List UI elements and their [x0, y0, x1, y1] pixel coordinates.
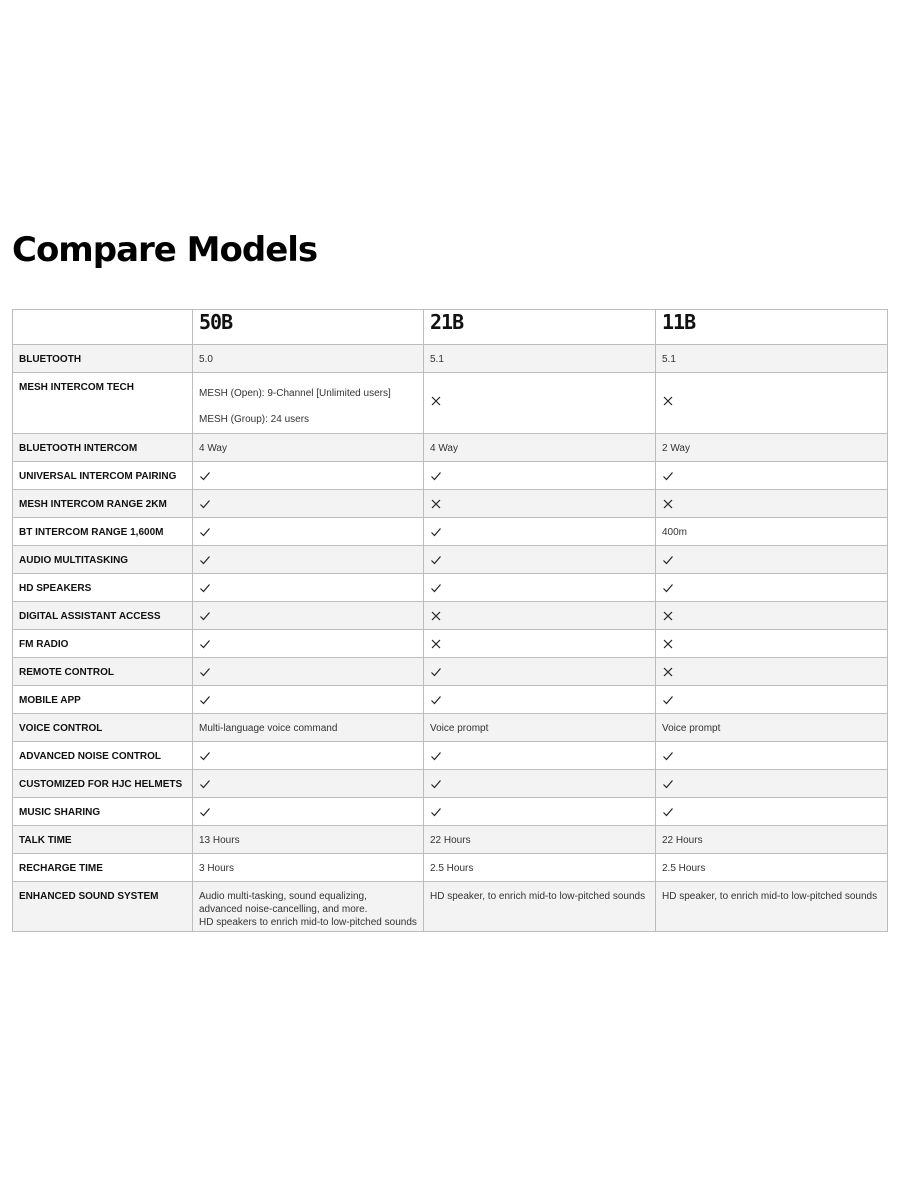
value-cell: 5.1 [656, 345, 888, 373]
table-row [13, 742, 888, 770]
header-corner [13, 310, 193, 345]
feature-label: REMOTE CONTROL [13, 658, 193, 686]
check-icon [430, 694, 442, 706]
cross-icon [662, 395, 674, 407]
header-row [13, 310, 888, 345]
cross-icon [656, 630, 888, 658]
check-icon [193, 546, 424, 574]
check-icon [193, 658, 424, 686]
check-icon [199, 526, 211, 538]
table-row [13, 826, 888, 854]
check-icon [193, 602, 424, 630]
value-cell: 5.1 [424, 345, 656, 373]
feature-label: HD SPEAKERS [13, 574, 193, 602]
cross-icon [424, 602, 656, 630]
cross-icon [430, 638, 442, 650]
table-row [13, 602, 888, 630]
value-cell: 22 Hours [656, 826, 888, 854]
feature-label: MOBILE APP [13, 686, 193, 714]
feature-label: FM RADIO [13, 630, 193, 658]
check-icon [424, 658, 656, 686]
value-cell: Audio multi-tasking, sound equalizing, advanced noise-cancelling, and more. HD speakers to enrich mid-to low-pitched sounds [193, 882, 424, 932]
check-icon [662, 778, 674, 790]
check-icon [656, 574, 888, 602]
check-icon [424, 798, 656, 826]
check-icon [662, 806, 674, 818]
check-icon [662, 554, 674, 566]
table-row [13, 854, 888, 882]
table-row [13, 798, 888, 826]
feature-label: ENHANCED SOUND SYSTEM [13, 882, 193, 932]
check-icon [430, 750, 442, 762]
model-header: 21B [424, 310, 656, 345]
check-icon [193, 490, 424, 518]
cross-icon [424, 630, 656, 658]
cross-icon [424, 373, 656, 434]
feature-label: MESH INTERCOM TECH [13, 373, 193, 434]
cross-icon [662, 498, 674, 510]
check-icon [424, 686, 656, 714]
cross-icon [430, 610, 442, 622]
feature-label: VOICE CONTROL [13, 714, 193, 742]
cross-icon [430, 395, 442, 407]
table-row [13, 770, 888, 798]
check-icon [424, 546, 656, 574]
table-row [13, 490, 888, 518]
check-icon [430, 666, 442, 678]
model-header: 50B [193, 310, 424, 345]
value-cell: HD speaker, to enrich mid-to low-pitched sounds [656, 882, 888, 932]
feature-label: BLUETOOTH [13, 345, 193, 373]
check-icon [199, 806, 211, 818]
value-cell: 5.0 [193, 345, 424, 373]
check-icon [424, 574, 656, 602]
value-cell: Voice prompt [656, 714, 888, 742]
feature-label: BT INTERCOM RANGE 1,600M [13, 518, 193, 546]
comparison-table [12, 309, 888, 932]
check-icon [193, 742, 424, 770]
cross-icon [656, 658, 888, 686]
feature-label: CUSTOMIZED FOR HJC HELMETS [13, 770, 193, 798]
check-icon [662, 694, 674, 706]
check-icon [193, 574, 424, 602]
table-row [13, 658, 888, 686]
check-icon [662, 470, 674, 482]
feature-label: RECHARGE TIME [13, 854, 193, 882]
check-icon [199, 582, 211, 594]
check-icon [656, 770, 888, 798]
cross-icon [656, 602, 888, 630]
check-icon [430, 526, 442, 538]
table-row [13, 462, 888, 490]
check-icon [424, 770, 656, 798]
value-cell: Multi-language voice command [193, 714, 424, 742]
value-cell: 4 Way [424, 434, 656, 462]
check-icon [424, 462, 656, 490]
check-icon [199, 554, 211, 566]
feature-label: TALK TIME [13, 826, 193, 854]
check-icon [662, 582, 674, 594]
value-cell: 4 Way [193, 434, 424, 462]
check-icon [424, 518, 656, 546]
cross-icon [430, 498, 442, 510]
check-icon [430, 470, 442, 482]
value-cell: HD speaker, to enrich mid-to low-pitched sounds [424, 882, 656, 932]
feature-label: BLUETOOTH INTERCOM [13, 434, 193, 462]
value-cell: 2.5 Hours [656, 854, 888, 882]
cross-icon [662, 638, 674, 650]
check-icon [193, 462, 424, 490]
cross-icon [424, 490, 656, 518]
check-icon [199, 778, 211, 790]
check-icon [656, 462, 888, 490]
feature-label: DIGITAL ASSISTANT ACCESS [13, 602, 193, 630]
cross-icon [656, 490, 888, 518]
page-title: Compare Models [12, 230, 318, 270]
value-cell: 400m [656, 518, 888, 546]
check-icon [193, 518, 424, 546]
check-icon [656, 742, 888, 770]
value-cell: Voice prompt [424, 714, 656, 742]
check-icon [656, 546, 888, 574]
check-icon [430, 554, 442, 566]
table-row [13, 630, 888, 658]
table-row [13, 373, 888, 434]
check-icon [424, 742, 656, 770]
check-icon [199, 498, 211, 510]
check-icon [199, 470, 211, 482]
check-icon [656, 798, 888, 826]
cross-icon [662, 666, 674, 678]
check-icon [193, 770, 424, 798]
value-cell: 2 Way [656, 434, 888, 462]
check-icon [199, 694, 211, 706]
value-cell: 3 Hours [193, 854, 424, 882]
value-cell: 2.5 Hours [424, 854, 656, 882]
check-icon [199, 666, 211, 678]
cross-icon [656, 373, 888, 434]
table-row [13, 714, 888, 742]
feature-label: MUSIC SHARING [13, 798, 193, 826]
value-cell: 13 Hours [193, 826, 424, 854]
check-icon [199, 750, 211, 762]
feature-label: MESH INTERCOM RANGE 2KM [13, 490, 193, 518]
value-cell: MESH (Open): 9-Channel [Unlimited users] MESH (Group): 24 users [193, 373, 424, 434]
check-icon [430, 778, 442, 790]
table-row [13, 686, 888, 714]
feature-label: ADVANCED NOISE CONTROL [13, 742, 193, 770]
table-row [13, 345, 888, 373]
table-row [13, 518, 888, 546]
check-icon [430, 582, 442, 594]
table-row [13, 546, 888, 574]
value-cell: 22 Hours [424, 826, 656, 854]
feature-label: UNIVERSAL INTERCOM PAIRING [13, 462, 193, 490]
cross-icon [662, 610, 674, 622]
check-icon [199, 610, 211, 622]
check-icon [199, 638, 211, 650]
check-icon [662, 750, 674, 762]
feature-label: AUDIO MULTITASKING [13, 546, 193, 574]
model-header: 11B [656, 310, 888, 345]
check-icon [193, 630, 424, 658]
check-icon [656, 686, 888, 714]
table-row [13, 574, 888, 602]
table-row [13, 882, 888, 932]
table-row [13, 434, 888, 462]
check-icon [193, 686, 424, 714]
check-icon [193, 798, 424, 826]
check-icon [430, 806, 442, 818]
